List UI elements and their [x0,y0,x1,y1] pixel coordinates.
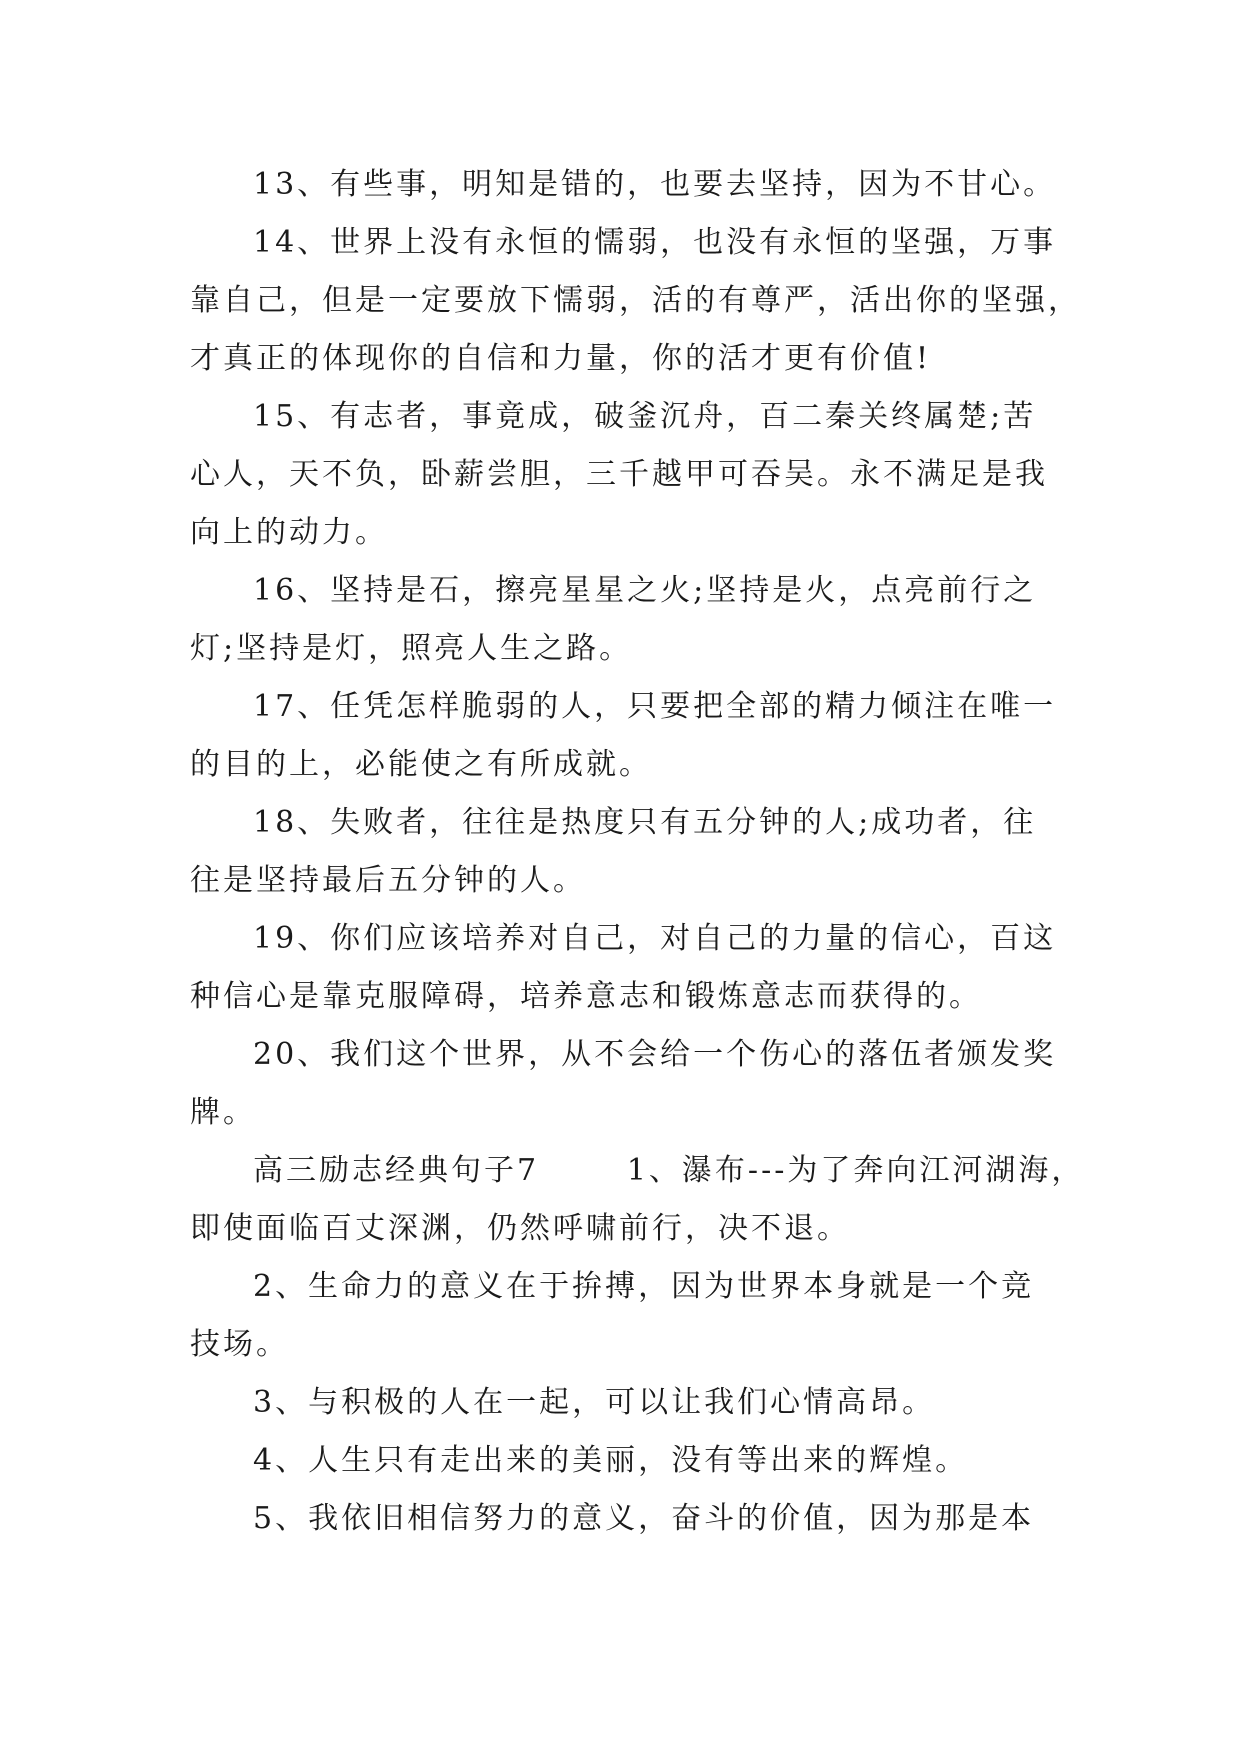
text-line: 5、我依旧相信努力的意义，奋斗的价值，因为那是本 [253,1501,1035,1536]
text-line: 16、坚持是石，擦亮星星之火;坚持是火，点亮前行之 [253,573,1037,608]
text-line: 灯;坚持是灯，照亮人生之路。 [190,631,633,666]
text-line: 17、任凭怎样脆弱的人，只要把全部的精力倾注在唯一 [253,689,1057,724]
text-line: 2、生命力的意义在于拚搏，因为世界本身就是一个竞 [253,1269,1035,1304]
text-line: 高三励志经典句子7 1、瀑布---为了奔向江河湖海， [253,1153,1085,1188]
text-line: 技场。 [190,1327,289,1362]
text-line: 即使面临百丈深渊，仍然呼啸前行，决不退。 [190,1211,850,1246]
text-line: 心人，天不负，卧薪尝胆，三千越甲可吞吴。永不满足是我 [190,457,1048,492]
text-line: 3、与积极的人在一起，可以让我们心情高昂。 [253,1385,936,1420]
text-line: 15、有志者，事竟成，破釜沉舟，百二秦关终属楚;苦 [253,399,1037,434]
text-line: 13、有些事，明知是错的，也要去坚持，因为不甘心。 [253,167,1057,202]
text-line: 牌。 [190,1095,256,1130]
text-line: 种信心是靠克服障碍，培养意志和锻炼意志而获得的。 [190,979,982,1014]
text-line: 20、我们这个世界，从不会给一个伤心的落伍者颁发奖 [253,1037,1057,1072]
text-line: 的目的上，必能使之有所成就。 [190,747,652,782]
text-line: 4、人生只有走出来的美丽，没有等出来的辉煌。 [253,1443,969,1478]
text-line: 19、你们应该培养对自己，对自己的力量的信心，百这 [253,921,1057,956]
text-line: 才真正的体现你的自信和力量，你的活才更有价值! [190,341,932,376]
text-line: 14、世界上没有永恒的懦弱，也没有永恒的坚强，万事 [253,225,1057,260]
text-line: 18、失败者，往往是热度只有五分钟的人;成功者，往 [253,805,1037,840]
text-line: 靠自己，但是一定要放下懦弱，活的有尊严，活出你的坚强， [190,283,1081,318]
text-line: 往是坚持最后五分钟的人。 [190,863,586,898]
text-line: 向上的动力。 [190,515,388,550]
